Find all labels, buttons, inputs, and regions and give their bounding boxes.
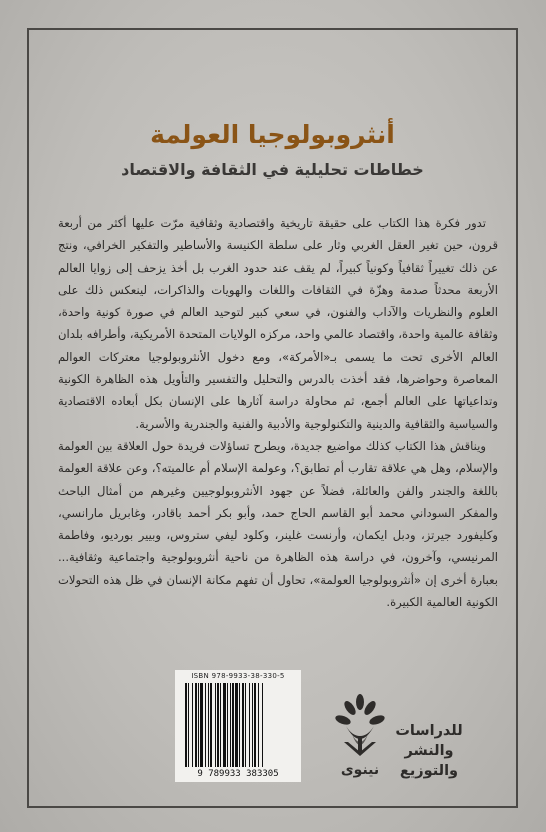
barcode-digits: 9 789933 383305 (197, 769, 279, 779)
barcode-bars (185, 683, 291, 767)
book-title: أنثروبولوجيا العولمة (150, 120, 395, 149)
isbn-label: ISBN 978-9933-38-330-5 (191, 672, 285, 680)
publisher-line-2: والنشر (404, 743, 454, 759)
publisher-line-3: والتوزيع (399, 763, 459, 779)
blurb-text (58, 212, 498, 613)
publisher-name (390, 721, 468, 781)
publisher-line-1: للدراسات (395, 723, 463, 739)
blurb-paragraph-2: ويناقش هذا الكتاب كذلك مواضيع جديدة، ويطرح تساؤلات فريدة حول العلاقة بين العولمة والإسلام، وهل هي علاقة تقارب أم تطابق؟، وعولمة الإسلام أم عالميته؟، وعن علاقة العولمة باللغة والجندر والفن والعائلة، فضلاً عن جهود الأنثروبولوجيين وغيرهم من أمثال الباحث والمفكر السوداني محمد أبو القاسم الحاج حمد، وأبو بكر أحمد باقادر، وغابريل مارانسي، وكليفورد جيرتز، ودبل ايكمان، وأرنست غلينر، وكلود ليفي ستروس، وبيير بورديو، وفاطمة المرنيسي، وآخرون، في دراسة هذه الظاهرة من ناحية أنثروبولوجية واجتماعية وثقافية... بعبارة أخرى إن «أنثروبولوجيا العولمة»، تحاول أن تفهم مكانة الإنسان في ظل هذه التحولات الكونية العالمية الكبيرة. (58, 438, 498, 610)
publisher-logo-name: نينوى (340, 762, 380, 778)
blurb-paragraph-1: تدور فكرة هذا الكتاب على حقيقة تاريخية واقتصادية وثقافية مرّت عليها أكثر من أربعة قرون، حين تغير العقل الغربي وثار على سلطة الكنيسة والأساطير والتفكير الخرافي، ونتج عن ذلك تغييراً ثقافياً وكونياً كبيراً، لم يقف عند حدود الغرب بل أخذ يزحف إلى زوايا العالم الأربعة محدثاً صدمة وهزّة في الثقافات واللغات والهويات والذاكرات، لينعكس ذلك على العلوم والنظريات والآداب والفنون، في سعي كبير لتوحيد العالم في صورة كونية واحدة، وثقافة عالمية واحدة، واقتصاد عالمي واحد، مركزه الولايات المتحدة الأمريكية، وأطرافه بلدان العالم الأخرى تحت ما يسمى بـ«الأمركة»، ومع دخول الأنثروبولوجيا معتركات العوالم المعاصرة وحواضرها، فقد أخذت بالدرس والتحليل والتفسير والتأويل هذه الظاهرة الكونية وتداعياتها على العالم أجمع، ثم محاولة دراسة آثارها على الإنسان بكل أبعاده الاقتصادية والسياسية والثقافية والدينية والتكنولوجية والأدبية والفنية والجندرية والأسرية. (58, 216, 498, 431)
barcode (175, 670, 301, 782)
book-subtitle: خطاطات تحليلية في الثقافة والاقتصاد (121, 160, 424, 179)
